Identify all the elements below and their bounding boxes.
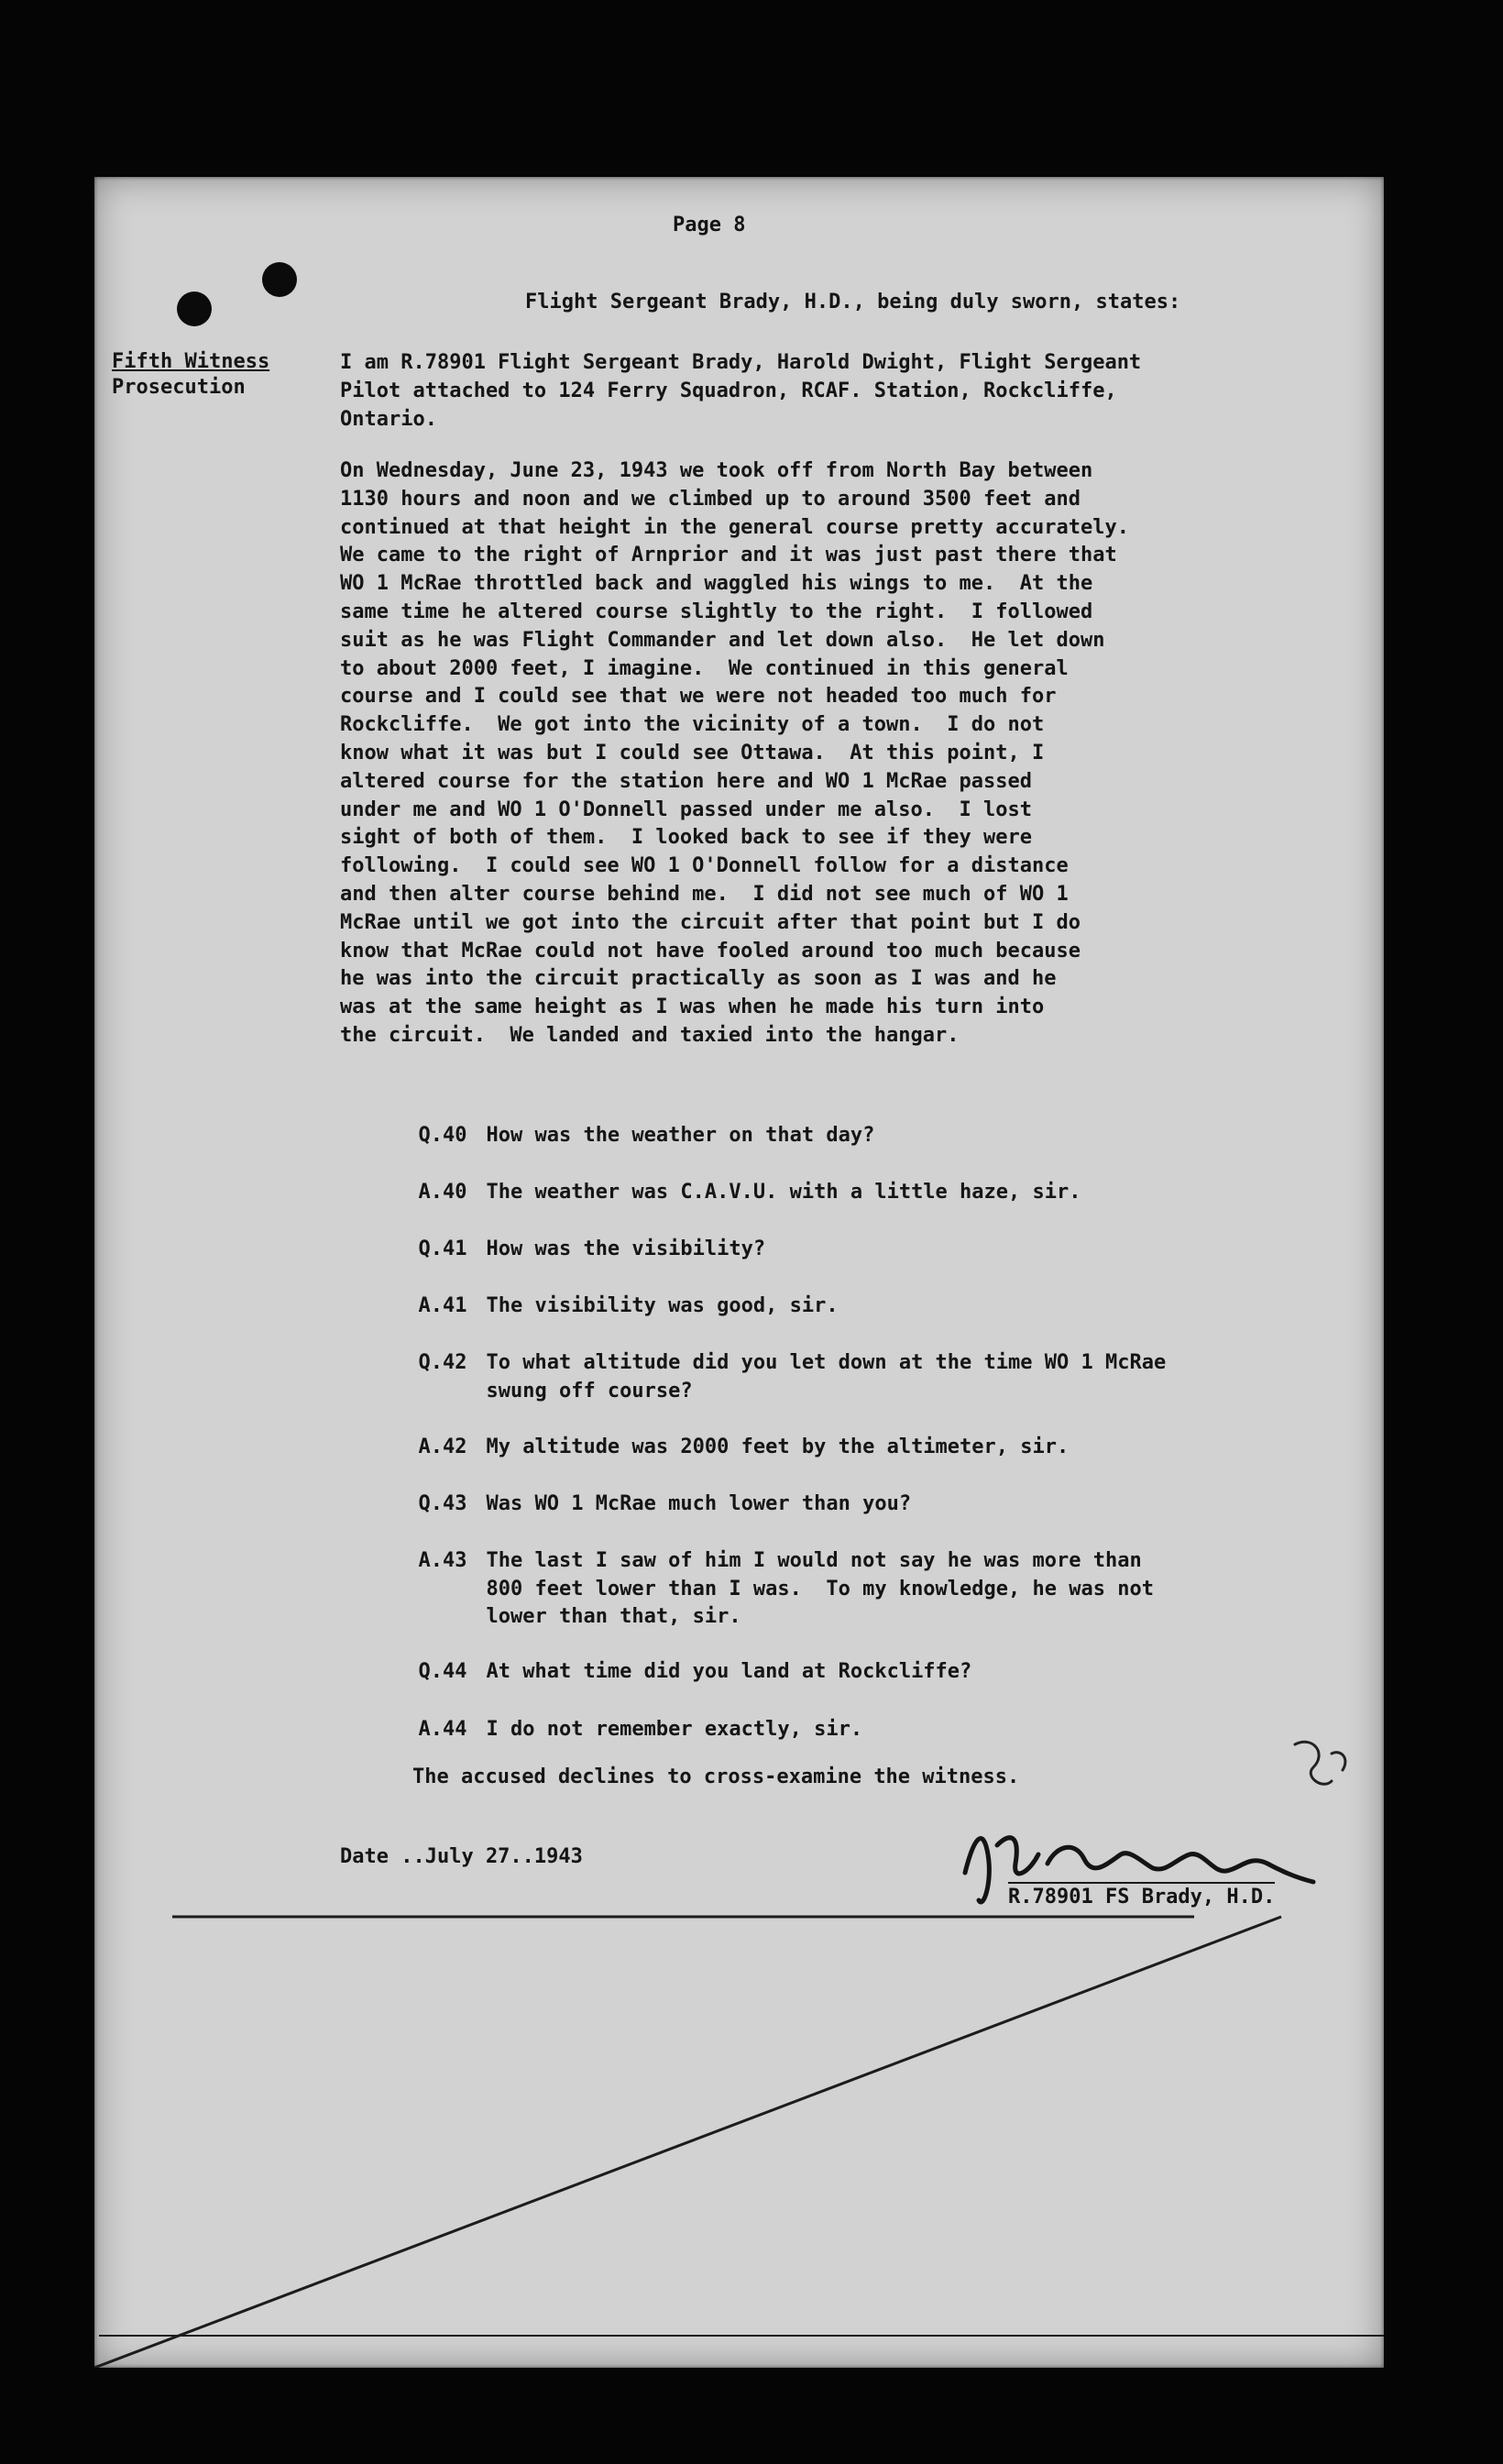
qa-text: To what altitude did you let down at the time WO 1 McRae swung off course? — [486, 1350, 1167, 1402]
qa-number: A.43 — [418, 1548, 467, 1572]
qa-text: Was WO 1 McRae much lower than you? — [486, 1491, 912, 1515]
qa-text: The last I saw of him I would not say he was more than 800 feet lower than I was. To my knowledge, he was not lower than that, sir. — [486, 1548, 1154, 1629]
page-number: Page 8 — [673, 214, 746, 236]
qa-number: Q.40 — [418, 1123, 467, 1147]
side-label-prosecution: Prosecution — [112, 376, 246, 399]
declines-statement: The accused declines to cross-examine the witness. — [412, 1766, 1020, 1788]
witness-label: Fifth Witness — [112, 350, 270, 373]
oath-statement: Flight Sergeant Brady, H.D., being duly sworn, states: — [525, 291, 1181, 314]
qa-number: A.40 — [418, 1180, 467, 1204]
date-line: Date ..July 27..1943 — [340, 1845, 583, 1868]
witness-introduction: I am R.78901 Flight Sergeant Brady, Harold Dwight, Flight Sergeant Pilot attached to 124 Ferry Squadron, RCAF. Station, Rockcliffe, Ontario. — [340, 351, 1142, 431]
punch-hole — [177, 292, 212, 326]
qa-text: The weather was C.A.V.U. with a little haze, sir. — [486, 1180, 1081, 1204]
qa-text: At what time did you land at Rockcliffe? — [486, 1659, 972, 1683]
qa-number: Q.43 — [418, 1491, 467, 1515]
qa-number: A.42 — [418, 1435, 467, 1458]
qa-text: How was the visibility? — [486, 1237, 766, 1260]
qa-number: Q.42 — [418, 1350, 467, 1374]
qa-number: Q.44 — [418, 1659, 467, 1683]
initials-mark — [1295, 1742, 1345, 1784]
document-page — [94, 177, 1384, 2368]
punch-hole — [262, 262, 297, 297]
qa-text: The visibility was good, sir. — [486, 1293, 839, 1317]
qa-number: A.41 — [418, 1293, 467, 1317]
qa-number: Q.41 — [418, 1237, 467, 1260]
qa-text: I do not remember exactly, sir. — [486, 1717, 863, 1741]
qa-number: A.44 — [418, 1717, 467, 1741]
qa-item — [346, 1688, 862, 1772]
witness-narrative: On Wednesday, June 23, 1943 we took off from North Bay between 1130 hours and noon and we climbed up to around 3500 feet and continued at that height in the general course pretty accurately. We came to the right of Arnprior and it was just past there that WO 1 McRae throttled back and waggled his wings to me. At the same time he altered course slightly to the right. I followed suit as he was Flight Commander and let down also. He let down to about 2000 feet, I imagine. We continued in this general course and I could see that we were not headed too much for Rockcliffe. We got into the vicinity of a town. I do not know what it was but I could see Ottawa. At this point, I altered course for the station here and WO 1 McRae passed under me and WO 1 O'Donnell passed under me also. I lost sight of both of them. I looked back to see if they were following. I could see WO 1 O'Donnell follow for a distance and then alter course behind me. I did not see much of WO 1 McRae until we got into the circuit after that point but I do know that McRae could not have fooled around too much because he was into the circuit practically as soon as I was and he was at the same height as I was when he made his turn into the circuit. We landed and taxied into the hangar. — [340, 459, 1129, 1047]
qa-text: How was the weather on that day? — [486, 1123, 875, 1147]
qa-text: My altitude was 2000 feet by the altimeter, sir. — [486, 1435, 1070, 1458]
signature-name: R.78901 FS Brady, H.D. — [1008, 1882, 1275, 1908]
